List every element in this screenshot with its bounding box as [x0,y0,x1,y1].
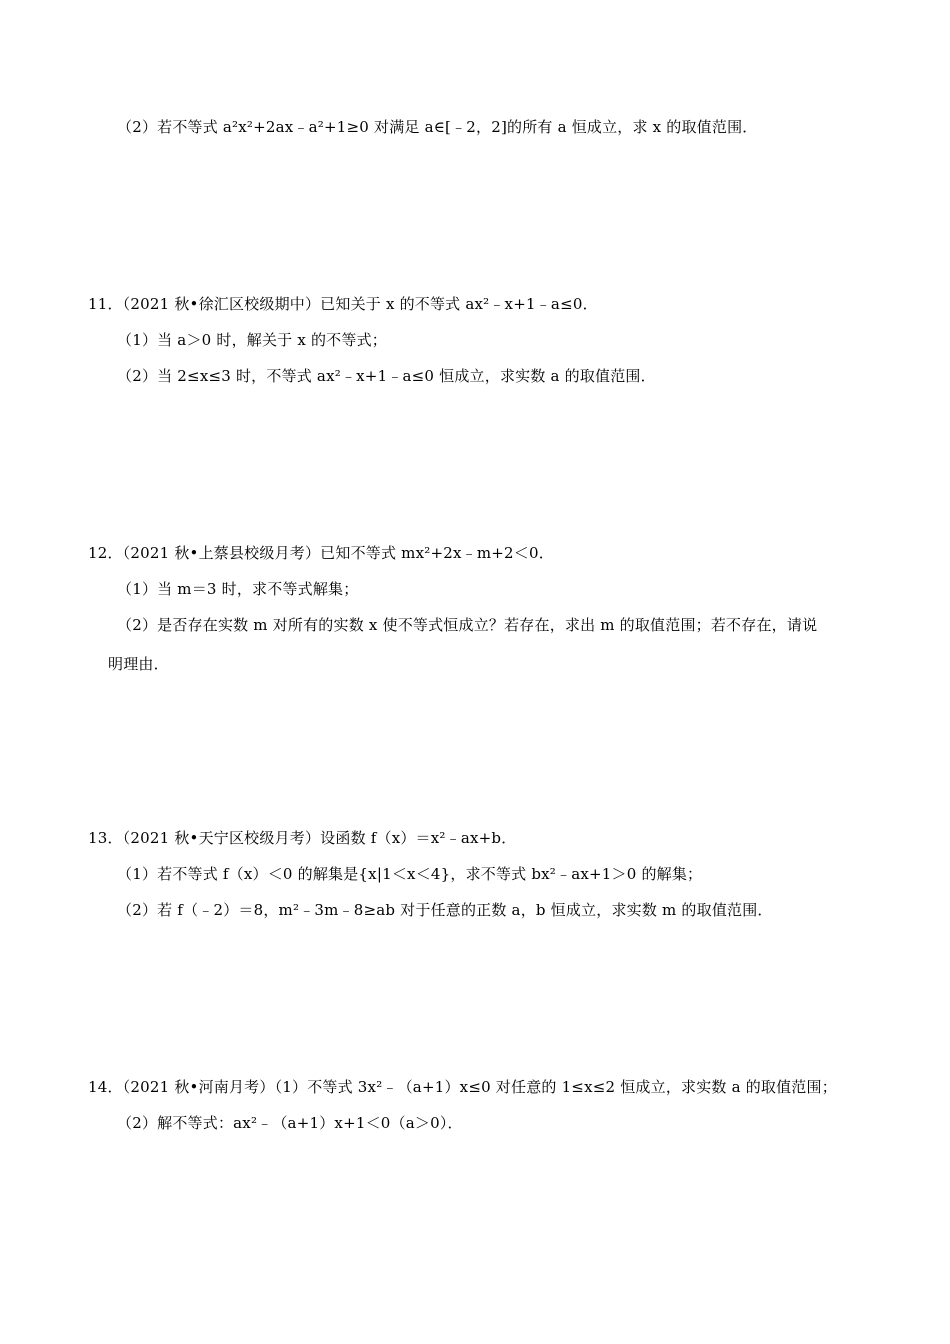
problem-13-part-2: （2）若 f（﹣2）＝8，m²﹣3m﹣8≥ab 对于任意的正数 a，b 恒成立，求实数 m 的取值范围． [117,901,773,919]
problem-12-part-2-continued: 明理由． [108,655,169,673]
problem-11-part-1: （1）当 a＞0 时，解关于 x 的不等式； [117,331,387,349]
problem-12-part-1: （1）当 m＝3 时，求不等式解集； [117,580,359,598]
problem-12-part-2: （2）是否存在实数 m 对所有的实数 x 使不等式恒成立？若存在，求出 m 的取值范围；若不存在，请说 [117,616,818,634]
problem-12-header: 12．（2021 秋•上蔡县校级月考）已知不等式 mx²+2x﹣m+2＜0． [88,544,554,562]
problem-14-header: 14．（2021 秋•河南月考）（1）不等式 3x²﹣（a+1）x≤0 对任意的 1≤x≤2 恒成立，求实数 a 的取值范围； [88,1078,837,1096]
problem-14-part-2: （2）解不等式：ax²﹣（a+1）x+1＜0（a＞0）． [117,1114,463,1132]
problem-10-part-2: （2）若不等式 a²x²+2ax﹣a²+1≥0 对满足 a∈[﹣2，2]的所有 a 恒成立，求 x 的取值范围． [117,118,758,136]
problem-11-part-2: （2）当 2≤x≤3 时，不等式 ax²﹣x+1﹣a≤0 恒成立，求实数 a 的取值范围． [117,367,656,385]
problem-13-header: 13．（2021 秋•天宁区校级月考）设函数 f（x）＝x²﹣ax+b． [88,829,517,847]
problem-11-header: 11．（2021 秋•徐汇区校级期中）已知关于 x 的不等式 ax²﹣x+1﹣a≤0． [88,295,598,313]
problem-13-part-1: （1）若不等式 f（x）＜0 的解集是{x|1＜x＜4}，求不等式 bx²﹣ax+1＞0 的解集； [117,865,703,883]
